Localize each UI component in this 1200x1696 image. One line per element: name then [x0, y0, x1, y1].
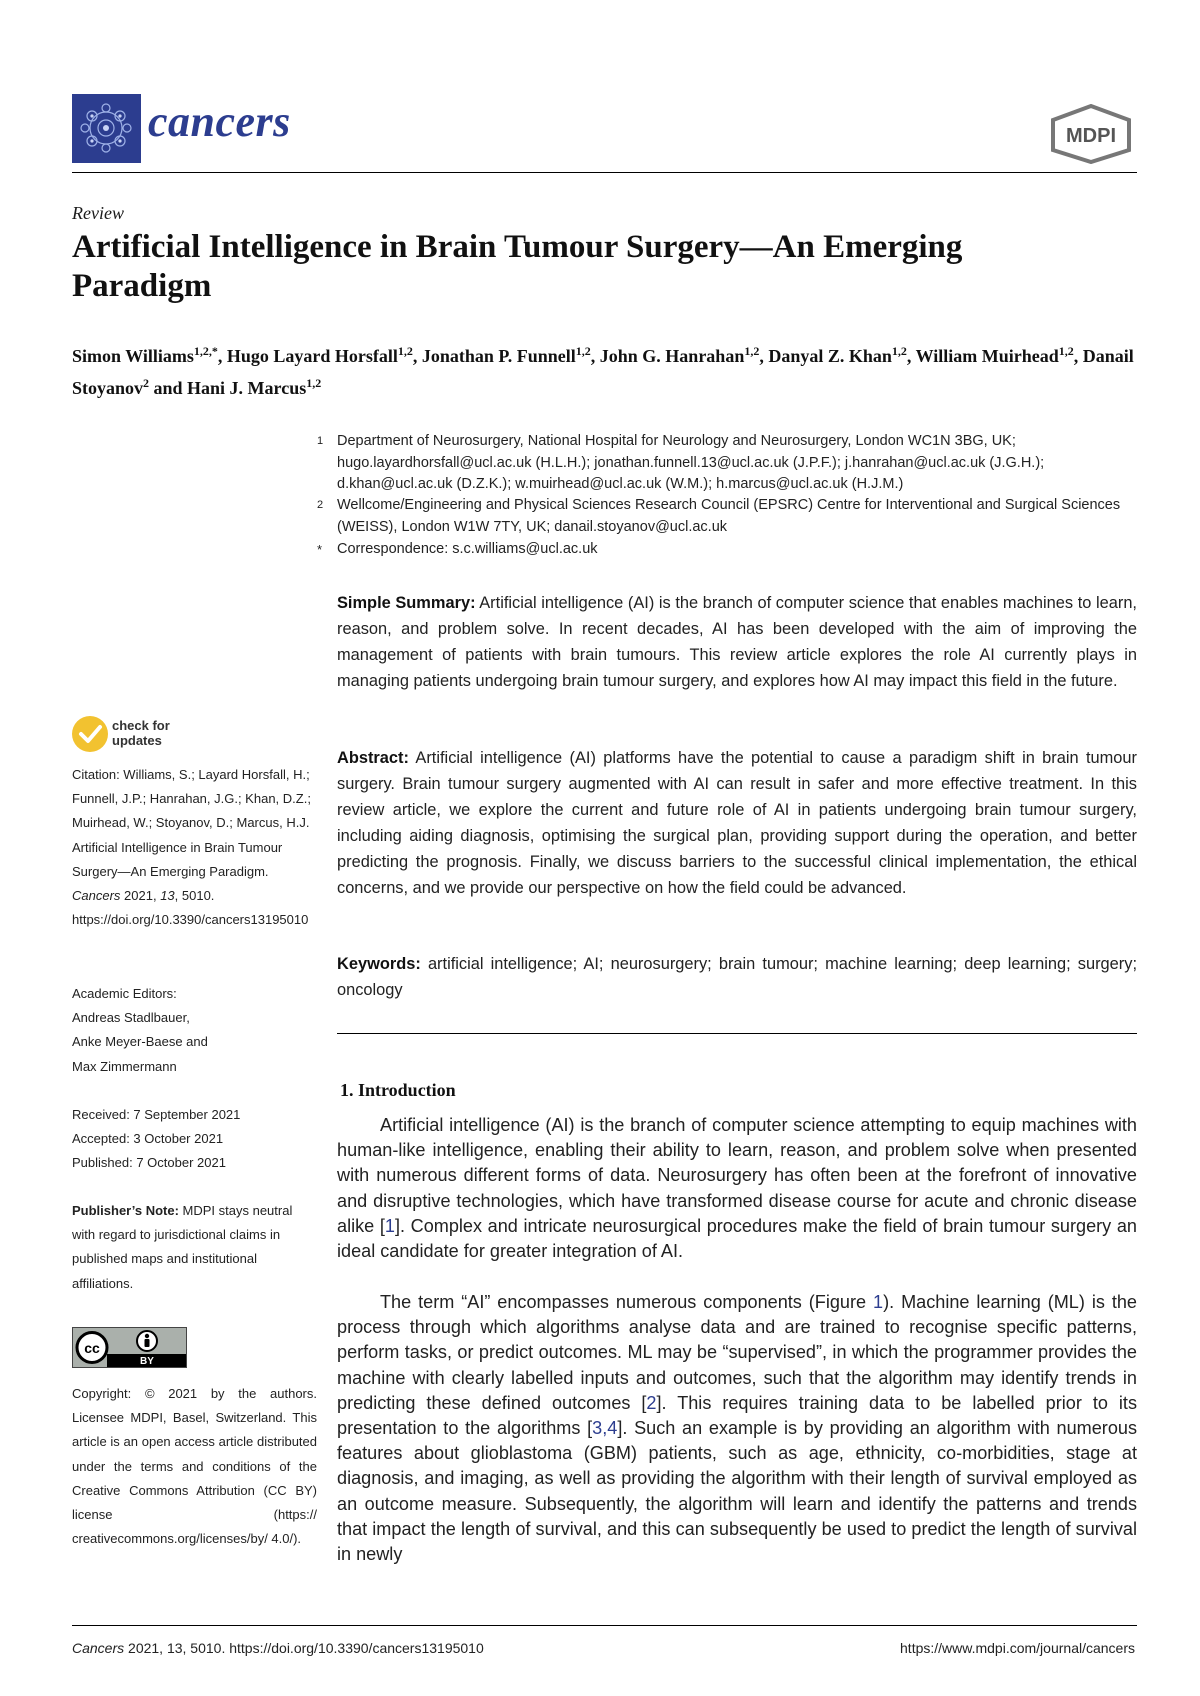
- citation-text: Citation: Williams, S.; Layard Horsfall, H.; Funnell, J.P.; Hanrahan, J.G.; Khan, D.Z.; Muirhead, W.; Stoyanov, D.; Marcus, H.J. Artificial Intelligence in Brain Tumour Surgery—An Emerging Paradigm.: [72, 767, 311, 879]
- keywords: [337, 951, 1137, 1003]
- footer-citation: [72, 1640, 484, 1656]
- author-separator: ,: [759, 346, 769, 366]
- article-type: Review: [72, 203, 124, 223]
- cell-cluster-icon: [72, 94, 141, 163]
- citation-separator: ,: [602, 1418, 608, 1439]
- author-affiliation-marker: 1,2,*: [193, 344, 218, 358]
- author-name[interactable]: Hugo Layard Horsfall: [226, 346, 398, 366]
- checkmark-icon: [72, 716, 108, 752]
- footer-journal: Cancers: [72, 1640, 125, 1656]
- author-name[interactable]: Hani J. Marcus: [187, 378, 307, 398]
- figure-link[interactable]: 1: [873, 1292, 884, 1312]
- section-divider: [337, 1033, 1137, 1034]
- correspondence: [317, 539, 1137, 561]
- author-separator: ,: [1073, 346, 1083, 366]
- publication-dates: [72, 1103, 317, 1176]
- author-separator: and: [149, 378, 188, 398]
- paragraph-text: The term “AI” encompasses numerous components (Figure: [380, 1292, 874, 1312]
- author-separator: ,: [412, 346, 422, 366]
- citation-link[interactable]: 2: [646, 1392, 657, 1413]
- journal-name: cancers: [148, 97, 291, 146]
- copyright-notice: Copyright: © 2021 by the authors. Licensee MDPI, Basel, Switzerland. This article is an open access article distributed under the terms and conditions of the Creative Commons Attribution (CC BY) license (https:// creativecommons.org/licenses/by/ 4.0/).: [72, 1386, 317, 1547]
- svg-text:cc: cc: [84, 1340, 100, 1356]
- published-date: Published: 7 October 2021: [72, 1155, 226, 1171]
- abstract: [337, 745, 1137, 901]
- affiliation-1: [317, 431, 1137, 496]
- mdpi-logo-text: MDPI: [1066, 125, 1116, 147]
- editor-name: Anke Meyer-Baese and: [72, 1034, 208, 1050]
- footer-journal-url[interactable]: https://www.mdpi.com/journal/cancers: [900, 1640, 1135, 1656]
- paragraph-text: Artificial intelligence (AI) is the branch of computer science attempting to equip machines with human-like intelligence, enabling their ability to learn, reason, and problem solve when presented with numerous different forms of data. Neurosurgery has often been at the forefront of innovative and disruptive technologies, which have transformed disease course for acute and chronic disease alike [: [337, 1115, 1137, 1236]
- abstract-label: Abstract:: [337, 749, 409, 767]
- paragraph-text: ]. This requires training data to be labelled prior to its presentation to the algorithms [: [337, 1392, 1137, 1439]
- keywords-text: artificial intelligence; AI; neurosurgery; brain tumour; machine learning; deep learning; surgery; oncology: [337, 955, 1137, 999]
- footer-doi[interactable]: 2021, 13, 5010. https://doi.org/10.3390/cancers13195010: [124, 1640, 484, 1656]
- affiliation-marker: 2: [317, 499, 324, 511]
- citation-doi[interactable]: , 5010. https://doi.org/10.3390/cancers13195010: [72, 888, 309, 928]
- intro-paragraph-2: [337, 1290, 1137, 1567]
- keywords-label: Keywords:: [337, 955, 421, 973]
- abstract-text: Artificial intelligence (AI) platforms have the potential to cause a paradigm shift in brain tumour surgery. Brain tumour surgery augmented with AI can result in safer and more effective treatment. In this review article, we explore the current and future role of AI in patients undergoing brain tumour surgery, including aiding diagnosis, optimising the surgical plan, providing support during the operation, and better predicting the prognosis. Finally, we discuss barriers to the successful clinical implementation, the ethical concerns, and we provide our perspective on how the field could be advanced.: [337, 749, 1137, 897]
- affiliation-marker: 1: [317, 435, 324, 447]
- footer-rule: [72, 1625, 1137, 1626]
- author-name[interactable]: Danail Stoyanov: [72, 346, 1134, 398]
- received-date: Received: 7 September 2021: [72, 1107, 241, 1122]
- citation-block: [72, 763, 317, 932]
- author-name[interactable]: William Muirhead: [915, 346, 1059, 366]
- citation-journal: Cancers: [72, 888, 121, 904]
- mdpi-logo: [1047, 104, 1135, 164]
- paragraph-text: ]. Such an example is by providing an algorithm with numerous features about glioblastoma (GBM) patients, such as age, ethnicity, co-morbidities, stage at diagnosis, and imaging, as well as providing the algorithm with their length of survival employed as an outcome measure. Subsequently, the algorithm will learn and identify the patterns and trends that impact the length of survival, and this can subsequently be used to predict the length of survival in newly: [337, 1418, 1137, 1565]
- editor-name: Max Zimmermann: [72, 1058, 177, 1074]
- editors-label: Academic Editors:: [72, 986, 177, 1001]
- paragraph-text: ]. Complex and intricate neurosurgical procedures make the field of brain tumour surgery an ideal candidate for greater integration of AI.: [337, 1215, 1137, 1262]
- check-for-updates-label: [112, 718, 170, 748]
- citation-link[interactable]: 4: [607, 1418, 618, 1439]
- citation-link[interactable]: 3: [592, 1418, 603, 1439]
- check-updates-line: check for: [112, 718, 170, 733]
- intro-paragraph-1: [337, 1113, 1137, 1264]
- author-affiliation-marker: 1,2: [306, 376, 322, 390]
- simple-summary-text: Artificial intelligence (AI) is the branch of computer science that enables machines to learn, reason, and problem solve. In recent decades, AI has been developed with the aim of improving the management of patients with brain tumours. This review article explores the role AI currently plays in managing patients undergoing brain tumour surgery, and explores how AI may impact this field in the future.: [337, 594, 1137, 690]
- author-affiliation-marker: 1,2: [1058, 344, 1074, 358]
- affiliation-text: Department of Neurosurgery, National Hospital for Neurology and Neurosurgery, London WC1N 3BG, UK; hugo.layardhorsfall@ucl.ac.uk (H.L.H.); jonathan.funnell.13@ucl.ac.uk (J.P.F.); j.hanrahan@ucl.ac.uk (J.G.H.); d.khan@ucl.ac.uk (D.Z.K.); w.muirhead@ucl.ac.uk (W.M.); h.marcus@ucl.ac.uk (H.J.M.): [337, 433, 1045, 492]
- simple-summary: [337, 590, 1137, 694]
- citation-year: 2021,: [120, 888, 161, 904]
- author-affiliation-marker: 1,2: [744, 344, 760, 358]
- paragraph-text: ). Machine learning (ML) is the process through which algorithms analyse data and are trained to recognise specific patterns, perform tasks, or predict outcomes. ML may be “supervised”, in which the programmer provides the machine with clearly labelled inputs and outcomes, such that the algorithm may identify trends in predicting these defined outcomes [: [337, 1292, 1137, 1413]
- author-name[interactable]: Jonathan P. Funnell: [421, 346, 576, 366]
- author-affiliation-marker: 2: [143, 376, 150, 390]
- section-heading: 1. Introduction: [340, 1080, 456, 1100]
- author-name[interactable]: Simon Williams: [72, 346, 194, 366]
- publisher-note-label: Publisher’s Note:: [72, 1203, 179, 1218]
- correspondence-text[interactable]: Correspondence: s.c.williams@ucl.ac.uk: [337, 541, 598, 557]
- publisher-note-text: MDPI stays neutral with regard to jurisdictional claims in published maps and institutional affiliations.: [72, 1203, 293, 1291]
- cc-badge-label: BY: [140, 1356, 154, 1367]
- check-for-updates-badge[interactable]: [72, 716, 202, 756]
- citation-volume: 13: [160, 888, 175, 904]
- author-name[interactable]: John G. Hanrahan: [599, 346, 745, 366]
- accepted-date: Accepted: 3 October 2021: [72, 1131, 224, 1147]
- author-affiliation-marker: 1,2: [575, 344, 591, 358]
- editor-name: Andreas Stadlbauer,: [72, 1010, 190, 1026]
- author-list: [72, 338, 1137, 402]
- academic-editors: [72, 982, 317, 1079]
- author-separator: ,: [590, 346, 600, 366]
- author-affiliation-marker: 1,2: [397, 344, 413, 358]
- author-affiliation-marker: 1,2: [891, 344, 907, 358]
- author-name[interactable]: Danyal Z. Khan: [768, 346, 892, 366]
- header-rule: [72, 172, 1137, 173]
- simple-summary-label: Simple Summary:: [337, 594, 476, 612]
- correspondence-marker: *: [317, 542, 323, 557]
- publisher-note: [72, 1199, 317, 1296]
- affiliation-2: [317, 495, 1137, 538]
- check-updates-line: updates: [112, 733, 162, 748]
- article-title: Artificial Intelligence in Brain Tumour Surgery—An Emerging Paradigm: [72, 229, 963, 304]
- author-separator: ,: [217, 346, 227, 366]
- journal-logo: [72, 94, 141, 163]
- affiliation-text: Wellcome/Engineering and Physical Sciences Research Council (EPSRC) Centre for Interventional and Surgical Sciences (WEISS), London W1W 7TY, UK; danail.stoyanov@ucl.ac.uk: [337, 497, 1121, 535]
- author-separator: ,: [906, 346, 916, 366]
- citation-link[interactable]: 1: [384, 1215, 395, 1236]
- cc-by-license-badge[interactable]: [72, 1327, 187, 1368]
